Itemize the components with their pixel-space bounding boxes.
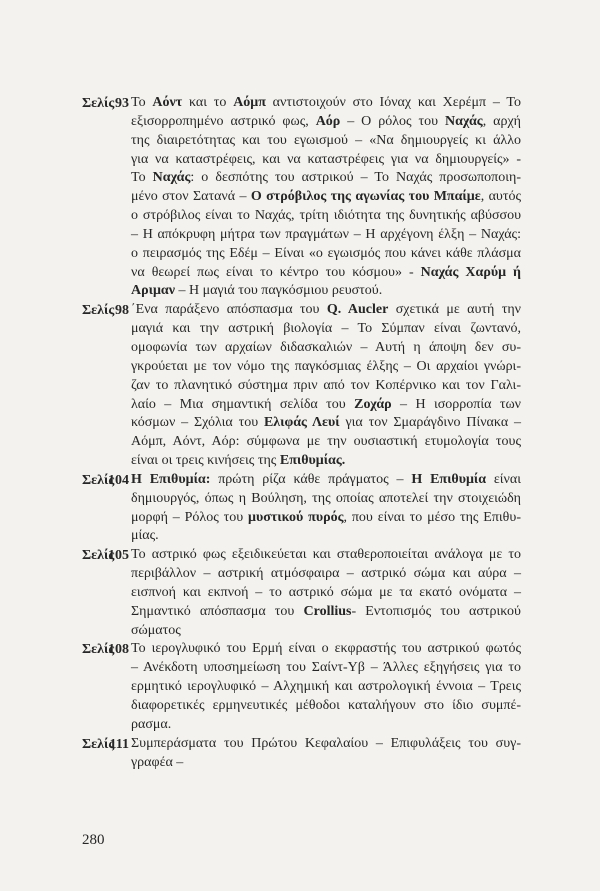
toc-entry [82, 546, 522, 640]
text-segment: σχετικά με αυτή την [388, 302, 522, 318]
text-segment: δημιουργός, όπως η Βούληση, της οποίας αποτελεί την στοιχειώδη [131, 490, 521, 506]
text-segment: ΄Ενα παράξενο απόσπασμα του [131, 302, 327, 318]
text-line [131, 471, 521, 490]
page-reference [82, 301, 129, 320]
bold-term: Ναχάς [152, 170, 191, 186]
text-line [131, 377, 521, 396]
text-line [131, 414, 521, 433]
text-line [131, 735, 521, 754]
text-segment: , αρχή [482, 113, 521, 129]
text-segment: – Ο ρόλος του [340, 113, 445, 129]
bold-term: Ο στρόβιλος της αγωνίας του Μπαίμε [250, 189, 481, 205]
page-label: Σελίς [82, 736, 115, 752]
text-line [131, 264, 521, 283]
text-segment: μίας. [131, 528, 159, 544]
text-segment: μένο στον Σατανά – [131, 189, 251, 205]
text-line [131, 301, 521, 320]
text-line [131, 527, 521, 546]
text-line [131, 339, 521, 358]
text-line [131, 94, 521, 113]
bold-term: μυστικού πυρός [248, 509, 344, 525]
text-segment: Σημαντικό απόσπασμα του [131, 603, 304, 619]
text-segment: μορφή – Ρόλος του [131, 509, 249, 525]
page-ref-number: 104 [108, 472, 129, 488]
toc-entry [82, 640, 522, 734]
table-of-contents [82, 94, 522, 772]
page-reference [82, 640, 129, 659]
text-segment: γραφέα – [131, 754, 184, 770]
text-line [131, 622, 521, 641]
toc-entry [82, 735, 522, 773]
text-line [131, 396, 521, 415]
text-segment: μαγιά και την αστρική βιολογία – Το Σύμπαν είναι ζωντανό, [131, 321, 521, 337]
text-segment: για τον Σμαράγδινο Πίνακα – [339, 415, 521, 431]
text-line [131, 358, 521, 377]
text-segment: Το ιερογλυφικό του Ερμή είναι ο εκφραστής του αστρικού φωτός [131, 641, 521, 657]
text-segment: είναι οι τρεις κινήσεις της [131, 453, 280, 469]
entry-text [131, 640, 521, 734]
entry-text [131, 546, 521, 640]
text-line [131, 151, 521, 170]
toc-entry [82, 94, 522, 301]
text-segment: Το [131, 170, 153, 186]
text-segment: περιβάλλον – αστρική ατμόσφαιρα – αστρικό σώμα και αύρα – [131, 566, 521, 582]
bold-term: Ελιφάς Λευί [263, 415, 340, 431]
text-line [131, 565, 521, 584]
text-line [131, 132, 521, 151]
text-segment: πρώτη ρίζα κάθε πράγματος – [210, 471, 412, 487]
text-line [131, 546, 521, 565]
text-segment: να θεωρεί πως είναι το κέντρο του κόσμου» - [131, 264, 421, 280]
page-reference [82, 94, 129, 113]
text-line [131, 678, 521, 697]
text-line [131, 716, 521, 735]
text-line [131, 282, 521, 301]
toc-entry [82, 471, 522, 546]
text-segment: λαίο – Μια σημαντική σελίδα του [131, 396, 355, 412]
text-segment: αντιστοιχούν στο Ιόναχ και Χερέμπ – Το [265, 95, 521, 110]
text-line [131, 697, 521, 716]
page-ref-number: 93 [115, 96, 129, 111]
text-segment: σώματος [131, 622, 181, 638]
text-segment: Το [131, 95, 153, 110]
text-segment: γκρούεται με τον νόμο της παγκόσμιας έλξης – Οι αρχαίοι γνώρι- [131, 358, 521, 374]
text-line [131, 113, 521, 132]
text-line [131, 452, 521, 471]
bold-term: Η Επιθυμία: [131, 471, 211, 487]
text-segment: κόσμων – Σχόλια του [131, 415, 264, 431]
bold-term: Ναχάς Χαρύμ ή [420, 264, 521, 280]
page-label: Σελίς [82, 642, 115, 658]
text-segment: της διαιρετότητας και του εγωισμού – «Να δημιουργείς κι άλλο [131, 132, 521, 148]
text-segment: – Η ισορροπία των [391, 396, 521, 412]
entry-text [131, 94, 521, 301]
bold-term: Αόμπ [233, 95, 266, 110]
text-segment: Αόμπ, Αόντ, Αόρ: σύμφωνα με την ουσιαστική ετυμολογία τους [131, 434, 521, 450]
text-segment: για να καταστρέφεις, και να καταστρέφεις για να δημιουργείς» - [131, 151, 521, 167]
text-line [131, 659, 521, 678]
text-segment: και το [182, 95, 234, 110]
entry-text [131, 471, 521, 546]
text-segment: – Η απόκρυφη μήτρα των πραγμάτων – Η αρχέγονη έλξη – Ναχάς: [131, 226, 521, 242]
page-label: Σελίς [82, 472, 115, 488]
bold-term: Ζοχάρ [354, 396, 392, 412]
page-ref-number: 105 [108, 548, 129, 564]
text-segment: , που είναι το μέσο της Επιθυ- [343, 509, 521, 525]
text-segment: ζαν το πλανητικό σύστημα πριν από τον Κοπέρνικο και τον Γαλι- [131, 377, 521, 393]
page-label: Σελίς [82, 548, 115, 564]
bold-term: Αόντ [152, 95, 183, 110]
text-segment: Συμπεράσματα του Πρώτου Κεφαλαίου – Επιφυλάξεις του συγ- [131, 735, 521, 751]
text-segment: ερμητικό ιερογλυφικό – Αλχημική και αστρολογική έννοια – Τρεις [131, 679, 521, 695]
text-segment: ο στρόβιλος είναι το Ναχάς, τρίτη ιδιότητα της δυνητικής αβύσσου [131, 208, 521, 224]
text-line [131, 245, 521, 264]
text-line [131, 188, 521, 207]
text-segment: – Η μαγιά του παγκόσμιου ρευστού. [174, 283, 383, 299]
bold-term: Αόρ [315, 113, 341, 129]
bold-term: Επιθυμίας. [279, 453, 346, 469]
text-line [131, 640, 521, 659]
text-line [131, 433, 521, 452]
page-reference [82, 735, 129, 754]
text-segment: διαφορετικές ερμηνευτικές μέθοδοι καταλήγουν στο ίδιο συμπέ- [131, 698, 521, 713]
bold-term: Αριμαν [131, 283, 175, 299]
text-segment: - Εντοπισμός του αστρικού [351, 603, 521, 619]
text-segment: ο πειρασμός της Εδέμ – Είναι «ο εγωισμός που κάνει κάθε πλάσμα [131, 245, 521, 261]
text-line [131, 226, 521, 245]
text-line [131, 169, 521, 188]
page-ref-number: 98 [115, 303, 129, 319]
page-ref-number: 111 [109, 736, 129, 752]
text-segment: ρασμα. [131, 716, 172, 732]
text-line [131, 509, 521, 528]
text-line [131, 584, 521, 603]
page-reference [82, 471, 129, 490]
text-segment: είναι [486, 471, 521, 487]
text-line [131, 320, 521, 339]
page-number: 280 [82, 832, 105, 848]
toc-entry [82, 301, 522, 471]
entry-text [131, 301, 521, 471]
page-label: Σελίς [82, 303, 115, 319]
text-segment: : ο δεσπότης του αστρικού – Το Ναχάς προσωποποιη- [190, 170, 521, 186]
text-line [131, 754, 521, 773]
text-line [131, 490, 521, 509]
page-reference [82, 546, 129, 565]
entry-text [131, 735, 521, 773]
text-segment: , αυτός [480, 189, 522, 205]
bold-term: Q. Aucler [326, 302, 389, 318]
text-segment: εισπνοή και εκπνοή – το αστρικό σώμα με τα εκατό ονόματα – [131, 584, 521, 600]
text-segment: εξισορροπημένο αστρικό φως, [131, 113, 316, 129]
text-line [131, 603, 521, 622]
page-ref-number: 108 [108, 642, 129, 658]
text-line [131, 207, 521, 226]
text-segment: Το αστρικό φως εξειδικεύεται και σταθεροποιείται ανάλογα με το [131, 547, 521, 563]
page-label: Σελίς [82, 96, 115, 111]
text-segment: ομοφωνία των αρχαίων διδασκαλιών – Αυτή η άποψη δεν συ- [131, 339, 521, 355]
bold-term: Η Επιθυμία [411, 471, 487, 487]
bold-term: Crollius [303, 603, 352, 619]
bold-term: Ναχάς [444, 113, 483, 129]
text-segment: – Ανέκδοτη υποσημείωση του Σαίντ-Υβ – Άλλες εξηγήσεις για το [131, 660, 521, 676]
